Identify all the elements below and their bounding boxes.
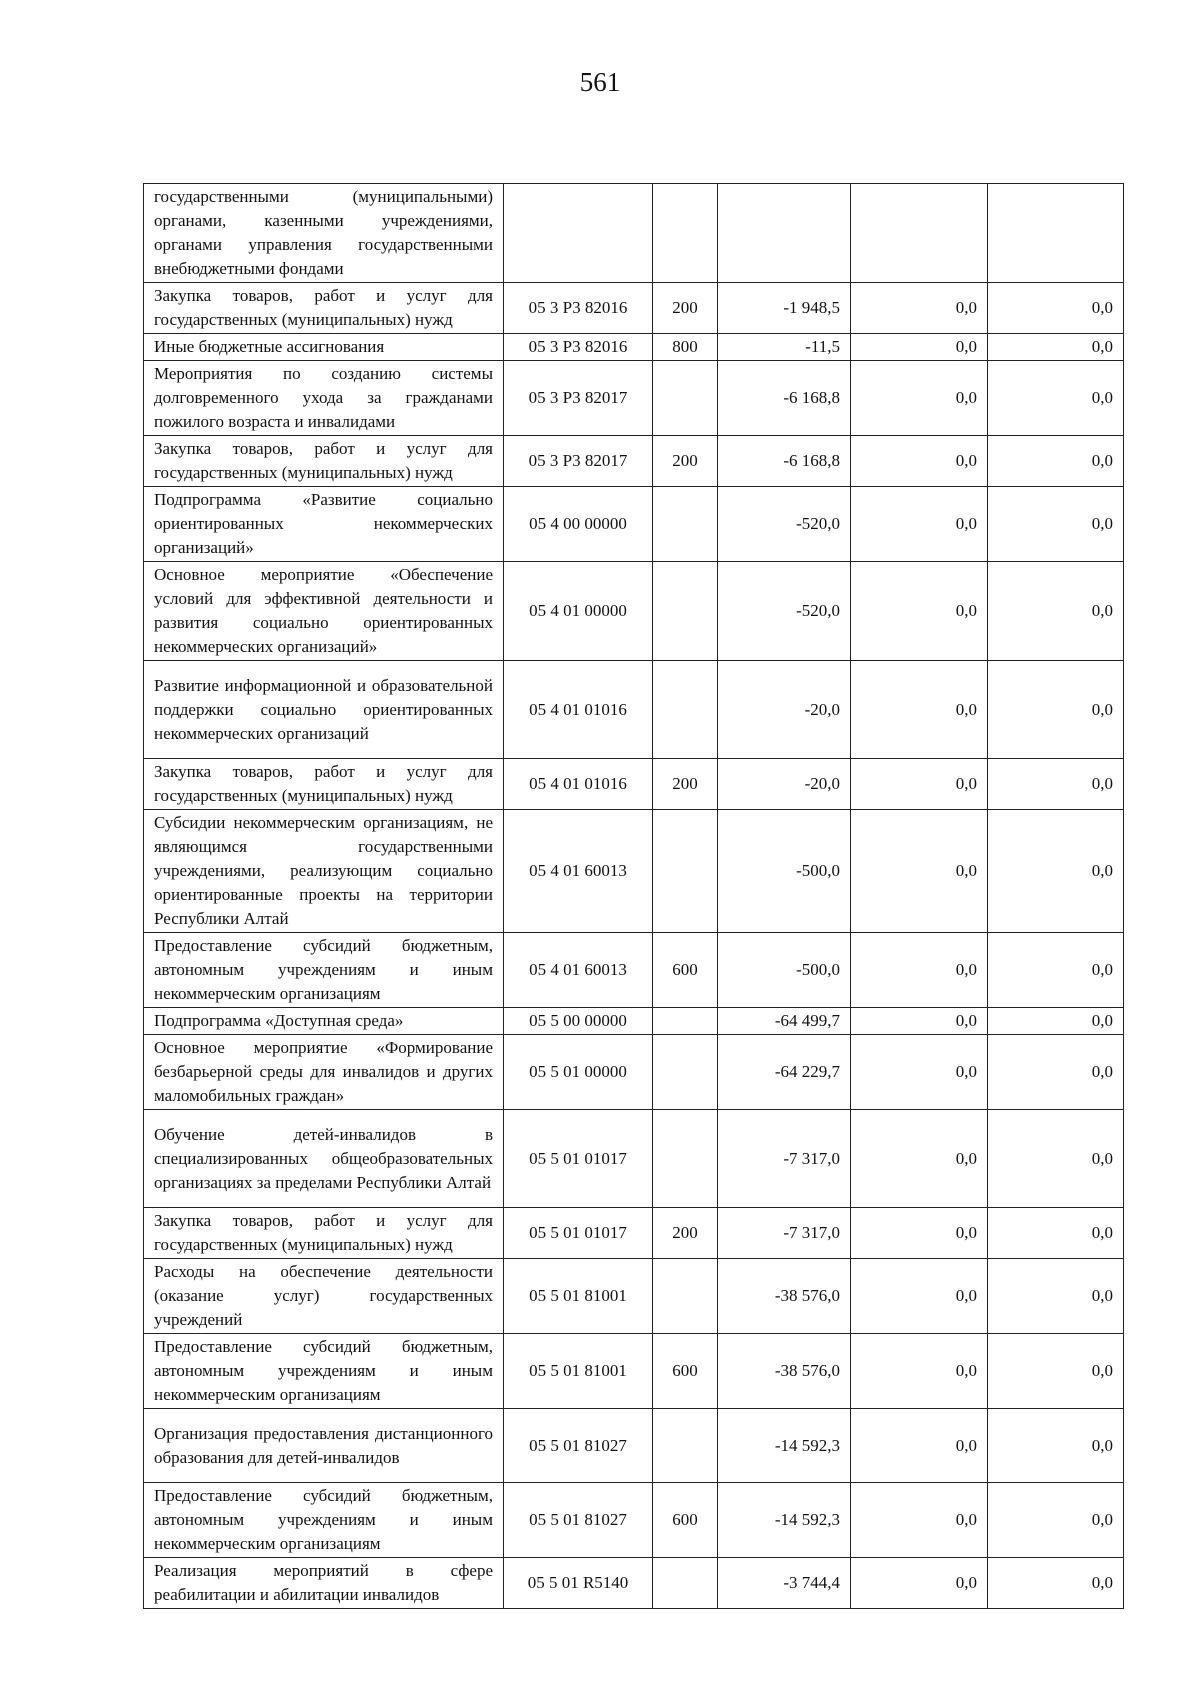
amount-year-2: 0,0 (851, 661, 988, 759)
target-article-code: 05 4 01 60013 (504, 810, 653, 933)
amount-year-2: 0,0 (851, 283, 988, 334)
amount-change (718, 184, 851, 283)
target-article-code: 05 4 01 01016 (504, 661, 653, 759)
target-article-code: 05 5 01 00000 (504, 1035, 653, 1110)
row-name: Организация предоставления дистанционного образования для детей-инвалидов (144, 1409, 504, 1483)
amount-year-2: 0,0 (851, 1483, 988, 1558)
expense-type-code: 200 (653, 283, 718, 334)
amount-year-2: 0,0 (851, 1035, 988, 1110)
table-row (144, 1035, 1124, 1110)
expense-type-code: 600 (653, 1334, 718, 1409)
target-article-code: 05 5 01 81027 (504, 1409, 653, 1483)
expense-type-code (653, 361, 718, 436)
amount-year-3: 0,0 (988, 1259, 1124, 1334)
row-name: Закупка товаров, работ и услуг для государственных (муниципальных) нужд (144, 283, 504, 334)
table-row (144, 661, 1124, 759)
row-name: Мероприятия по созданию системы долговременного ухода за гражданами пожилого возраста и инвалидами (144, 361, 504, 436)
amount-change: -6 168,8 (718, 436, 851, 487)
expense-type-code (653, 184, 718, 283)
amount-year-3: 0,0 (988, 1334, 1124, 1409)
row-name: Закупка товаров, работ и услуг для государственных (муниципальных) нужд (144, 1208, 504, 1259)
row-name: Закупка товаров, работ и услуг для государственных (муниципальных) нужд (144, 436, 504, 487)
amount-year-3: 0,0 (988, 759, 1124, 810)
target-article-code: 05 3 Р3 82017 (504, 361, 653, 436)
target-article-code: 05 3 Р3 82016 (504, 334, 653, 361)
amount-change: -520,0 (718, 562, 851, 661)
expense-type-code: 600 (653, 933, 718, 1008)
amount-year-3: 0,0 (988, 810, 1124, 933)
table-row (144, 1008, 1124, 1035)
amount-year-2: 0,0 (851, 1558, 988, 1609)
amount-year-3: 0,0 (988, 1035, 1124, 1110)
expense-type-code (653, 1558, 718, 1609)
table-row (144, 334, 1124, 361)
amount-change: -3 744,4 (718, 1558, 851, 1609)
expense-type-code (653, 810, 718, 933)
expense-type-code: 800 (653, 334, 718, 361)
amount-year-3: 0,0 (988, 933, 1124, 1008)
amount-change: -64 499,7 (718, 1008, 851, 1035)
table-row (144, 759, 1124, 810)
expense-type-code (653, 487, 718, 562)
table-row (144, 436, 1124, 487)
amount-year-3: 0,0 (988, 1558, 1124, 1609)
amount-change: -1 948,5 (718, 283, 851, 334)
table-row (144, 1558, 1124, 1609)
amount-year-2: 0,0 (851, 1334, 988, 1409)
target-article-code: 05 5 00 00000 (504, 1008, 653, 1035)
amount-change: -14 592,3 (718, 1409, 851, 1483)
amount-year-3: 0,0 (988, 361, 1124, 436)
amount-year-3: 0,0 (988, 1208, 1124, 1259)
target-article-code: 05 5 01 01017 (504, 1208, 653, 1259)
row-name: Подпрограмма «Доступная среда» (144, 1008, 504, 1035)
amount-year-3: 0,0 (988, 1483, 1124, 1558)
amount-change: -38 576,0 (718, 1334, 851, 1409)
table-row (144, 1208, 1124, 1259)
amount-year-3: 0,0 (988, 283, 1124, 334)
amount-year-2: 0,0 (851, 1409, 988, 1483)
table-row (144, 184, 1124, 283)
target-article-code: 05 4 01 60013 (504, 933, 653, 1008)
amount-year-2 (851, 184, 988, 283)
amount-year-3: 0,0 (988, 562, 1124, 661)
expense-type-code: 200 (653, 436, 718, 487)
amount-year-3: 0,0 (988, 334, 1124, 361)
amount-year-3: 0,0 (988, 661, 1124, 759)
row-name: Реализация мероприятий в сфере реабилитации и абилитации инвалидов (144, 1558, 504, 1609)
table-row (144, 1334, 1124, 1409)
amount-change: -500,0 (718, 933, 851, 1008)
target-article-code: 05 5 01 R5140 (504, 1558, 653, 1609)
amount-change: -38 576,0 (718, 1259, 851, 1334)
amount-year-3 (988, 184, 1124, 283)
amount-year-3: 0,0 (988, 487, 1124, 562)
table-row (144, 1110, 1124, 1208)
expense-type-code (653, 1008, 718, 1035)
amount-year-2: 0,0 (851, 562, 988, 661)
row-name: Основное мероприятие «Обеспечение условий для эффективной деятельности и развития социально ориентированных некоммерческих организаций» (144, 562, 504, 661)
amount-change: -20,0 (718, 661, 851, 759)
expense-type-code (653, 562, 718, 661)
expense-type-code (653, 1259, 718, 1334)
amount-year-3: 0,0 (988, 436, 1124, 487)
table-row (144, 1259, 1124, 1334)
amount-change: -520,0 (718, 487, 851, 562)
table-row (144, 810, 1124, 933)
target-article-code: 05 4 01 01016 (504, 759, 653, 810)
expense-type-code: 600 (653, 1483, 718, 1558)
expense-type-code (653, 1035, 718, 1110)
row-name: Субсидии некоммерческим организациям, не являющимся государственными учреждениями, реализующим социально ориентированные проекты на территории Республики Алтай (144, 810, 504, 933)
amount-change: -20,0 (718, 759, 851, 810)
row-name: Закупка товаров, работ и услуг для государственных (муниципальных) нужд (144, 759, 504, 810)
amount-year-2: 0,0 (851, 1259, 988, 1334)
row-name: Предоставление субсидий бюджетным, автономным учреждениям и иным некоммерческим организациям (144, 1483, 504, 1558)
target-article-code: 05 4 01 00000 (504, 562, 653, 661)
expense-type-code (653, 1110, 718, 1208)
amount-year-2: 0,0 (851, 933, 988, 1008)
row-name: Расходы на обеспечение деятельности (оказание услуг) государственных учреждений (144, 1259, 504, 1334)
row-name: Иные бюджетные ассигнования (144, 334, 504, 361)
amount-year-2: 0,0 (851, 436, 988, 487)
table-row (144, 562, 1124, 661)
expense-type-code (653, 1409, 718, 1483)
amount-change: -6 168,8 (718, 361, 851, 436)
table-row (144, 361, 1124, 436)
row-name: Обучение детей-инвалидов в специализированных общеобразовательных организациях за пределами Республики Алтай (144, 1110, 504, 1208)
expense-type-code: 200 (653, 759, 718, 810)
amount-year-2: 0,0 (851, 1008, 988, 1035)
row-name: Предоставление субсидий бюджетным, автономным учреждениям и иным некоммерческим организациям (144, 933, 504, 1008)
row-name: Подпрограмма «Развитие социально ориентированных некоммерческих организаций» (144, 487, 504, 562)
target-article-code: 05 3 Р3 82017 (504, 436, 653, 487)
amount-year-2: 0,0 (851, 1208, 988, 1259)
target-article-code: 05 5 01 81001 (504, 1334, 653, 1409)
expense-type-code: 200 (653, 1208, 718, 1259)
expense-type-code (653, 661, 718, 759)
budget-table (143, 183, 1124, 1609)
amount-year-3: 0,0 (988, 1008, 1124, 1035)
table-row (144, 487, 1124, 562)
amount-year-2: 0,0 (851, 334, 988, 361)
target-article-code: 05 5 01 81001 (504, 1259, 653, 1334)
target-article-code: 05 3 Р3 82016 (504, 283, 653, 334)
row-name: Развитие информационной и образовательной поддержки социально ориентированных некоммерческих организаций (144, 661, 504, 759)
amount-year-3: 0,0 (988, 1409, 1124, 1483)
amount-year-3: 0,0 (988, 1110, 1124, 1208)
row-name: государственными (муниципальными) органами, казенными учреждениями, органами управления государственными внебюджетными фондами (144, 184, 504, 283)
amount-year-2: 0,0 (851, 487, 988, 562)
amount-change: -7 317,0 (718, 1208, 851, 1259)
table-row (144, 1409, 1124, 1483)
row-name: Основное мероприятие «Формирование безбарьерной среды для инвалидов и других маломобильных граждан» (144, 1035, 504, 1110)
target-article-code: 05 5 01 81027 (504, 1483, 653, 1558)
table-row (144, 1483, 1124, 1558)
amount-change: -11,5 (718, 334, 851, 361)
target-article-code: 05 5 01 01017 (504, 1110, 653, 1208)
amount-year-2: 0,0 (851, 810, 988, 933)
table-body (144, 184, 1124, 1609)
amount-year-2: 0,0 (851, 361, 988, 436)
amount-change: -7 317,0 (718, 1110, 851, 1208)
table-row (144, 933, 1124, 1008)
amount-change: -500,0 (718, 810, 851, 933)
target-article-code (504, 184, 653, 283)
table-row (144, 283, 1124, 334)
page-number: 561 (579, 67, 621, 97)
amount-year-2: 0,0 (851, 1110, 988, 1208)
amount-year-2: 0,0 (851, 759, 988, 810)
row-name: Предоставление субсидий бюджетным, автономным учреждениям и иным некоммерческим организациям (144, 1334, 504, 1409)
target-article-code: 05 4 00 00000 (504, 487, 653, 562)
amount-change: -64 229,7 (718, 1035, 851, 1110)
amount-change: -14 592,3 (718, 1483, 851, 1558)
